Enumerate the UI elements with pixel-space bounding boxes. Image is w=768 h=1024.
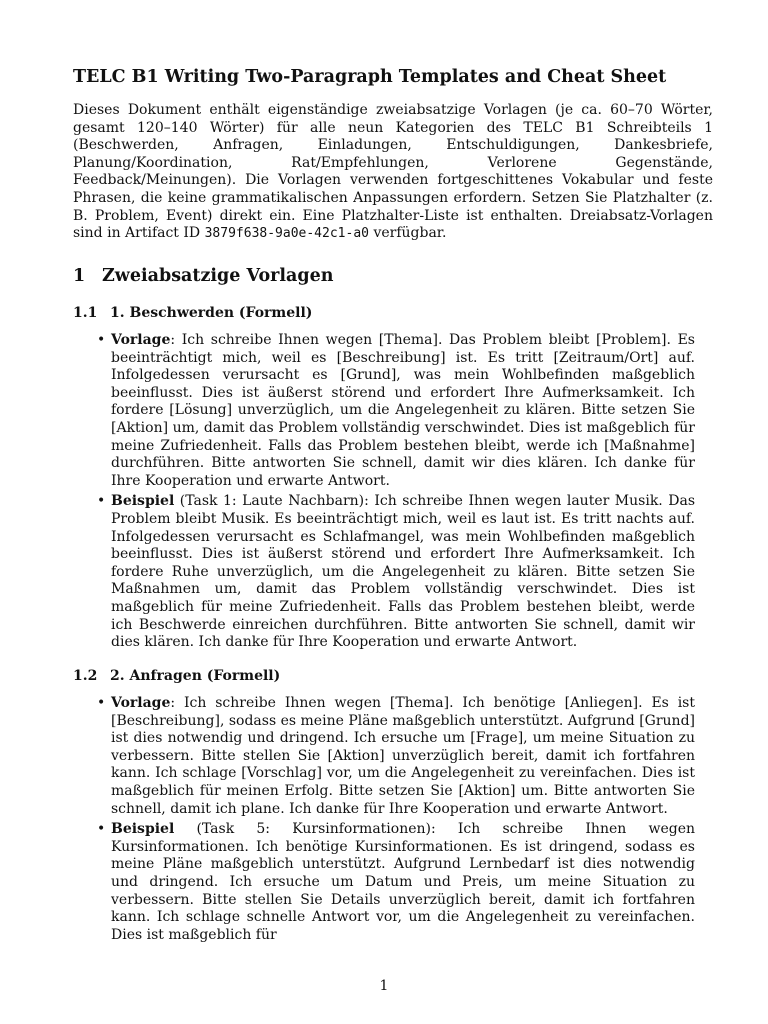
item-label: Vorlage (111, 332, 171, 348)
intro-paragraph (73, 102, 713, 243)
item-text: : Ich schreibe Ihnen wegen [Thema]. Das Problem bleibt [Problem]. Es beeinträchtigt mich, weil es [Beschreibung] ist. Es tritt [Zeitraum/Ort] auf. Infolgedessen verursacht es [Grund], was mein Wohlbefinden maßgeblich beeinflusst. Dies ist äußerst störend und erfordert Ihre Aufmerksamkeit. Ich fordere [Lösung] unverzüglich, um die Angelegenheit zu klären. Bitte setzen Sie [Aktion] um, damit das Problem vollständig verschwindet. Dies ist maßgeblich für meine Zufriedenheit. Falls das Problem bestehen bleibt, werde ich [Maßnahme] durchführen. Bitte antworten Sie schnell, damit wir dies klären. Ich danke für Ihre Kooperation und erwarte Antwort. (111, 332, 695, 489)
bullet-icon: • (97, 493, 106, 510)
intro-text: Dieses Dokument enthält eigenständige zweiabsatzige Vorlagen (je ca. 60–70 Wörter, gesamt 120–140 Wörter) für alle neun Kategorien des TELC B1 Schreibteils 1 (Beschwerden, Anfragen, Einladungen, Entschuldigungen, Dankesbriefe, Planung/Koordination, Rat/Empfehlungen, Verlorene Gegenstände, Feedback/Meinungen). Die Vorlagen verwenden fortgeschittenes Vokabular und feste Phrasen, die keine grammatikalischen Anpassungen erfordern. Setzen Sie Platzhalter (z. B. Problem, Event) direkt ein. Eine Platzhalter-Liste ist enthalten. Dreiabsatz-Vorlagen sind in Artifact ID (73, 102, 713, 242)
item-label: Beispiel (111, 821, 175, 838)
subsection-heading-1-2 (73, 667, 280, 685)
list-item (97, 695, 695, 818)
subsection-title: 1. Beschwerden (Formell) (110, 305, 313, 321)
section-title: Zweiabsatzige Vorlagen (102, 266, 334, 286)
intro-tail: verfügbar. (373, 225, 447, 242)
list-item (97, 821, 695, 944)
artifact-id: 3879f638-9a0e-42c1-a0 (204, 226, 369, 242)
list-item (97, 493, 695, 651)
bullet-icon: • (97, 695, 106, 711)
subsection-title: 2. Anfragen (Formell) (110, 668, 281, 684)
subsection-heading-1-1 (73, 304, 312, 322)
item-label: Vorlage (111, 695, 171, 711)
subsection-1-1-list (97, 332, 695, 655)
item-text: (Task 1: Laute Nachbarn): Ich schreibe Ihnen wegen lauter Musik. Das Problem bleibt Musik. Es beeinträchtigt mich, weil es laut ist. Es tritt nachts auf. Infolgedessen verursacht es Schlafmangel, was mein Wohlbefinden maßgeblich beeinflusst. Dies ist äußerst störend und erfordert Ihre Aufmerksamkeit. Ich fordere Ruhe unverzüglich, um die Angelegenheit zu klären. Bitte setzen Sie Maßnahmen um, damit das Problem vollständig verschwindet. Dies ist maßgeblich für meine Zufriedenheit. Falls das Problem bestehen bleibt, werde ich Beschwerde einreichen durchführen. Bitte antworten Sie schnell, damit wir dies klären. Ich danke für Ihre Kooperation und erwarte Antwort. (111, 493, 695, 651)
document-title: TELC B1 Writing Two-Paragraph Templates and Cheat Sheet (73, 67, 667, 87)
bullet-icon: • (97, 821, 106, 838)
item-text: : Ich schreibe Ihnen wegen [Thema]. Ich benötige [Anliegen]. Es ist [Beschreibung], sodass es meine Pläne maßgeblich unterstützt. Aufgrund [Grund] ist dies notwendig und dringend. Ich ersuche um [Frage], um meine Situation zu verbessern. Bitte stellen Sie [Aktion] unverzüglich bereit, damit ich fortfahren kann. Ich schlage [Vorschlag] vor, um die Angelegenheit zu vereinfachen. Dies ist maßgeblich für meinen Erfolg. Bitte setzen Sie [Aktion] um. Bitte antworten Sie schnell, damit ich plane. Ich danke für Ihre Kooperation und erwarte Antwort. (111, 695, 695, 817)
subsection-1-2-list (97, 695, 695, 947)
subsection-number: 1.1 (73, 305, 98, 321)
list-item (97, 332, 695, 490)
bullet-icon: • (97, 332, 106, 348)
section-heading (73, 265, 333, 287)
item-text: (Task 5: Kursinformationen): Ich schreibe Ihnen wegen Kursinformationen. Ich benötige Kursinformationen. Es ist dringend, sodass es meine Pläne maßgeblich unterstützt. Aufgrund Lernbedarf ist dies notwendig und dringend. Ich ersuche um Datum und Preis, um meine Situation zu verbessern. Bitte stellen Sie Details unverzüglich bereit, damit ich fortfahren kann. Ich schlage schnelle Antwort vor, um die Angelegenheit zu vereinfachen. Dies ist maßgeblich für (111, 821, 695, 943)
page-number: 1 (379, 978, 389, 994)
item-label: Beispiel (111, 493, 175, 510)
section-number: 1 (73, 266, 86, 286)
subsection-number: 1.2 (73, 668, 98, 684)
